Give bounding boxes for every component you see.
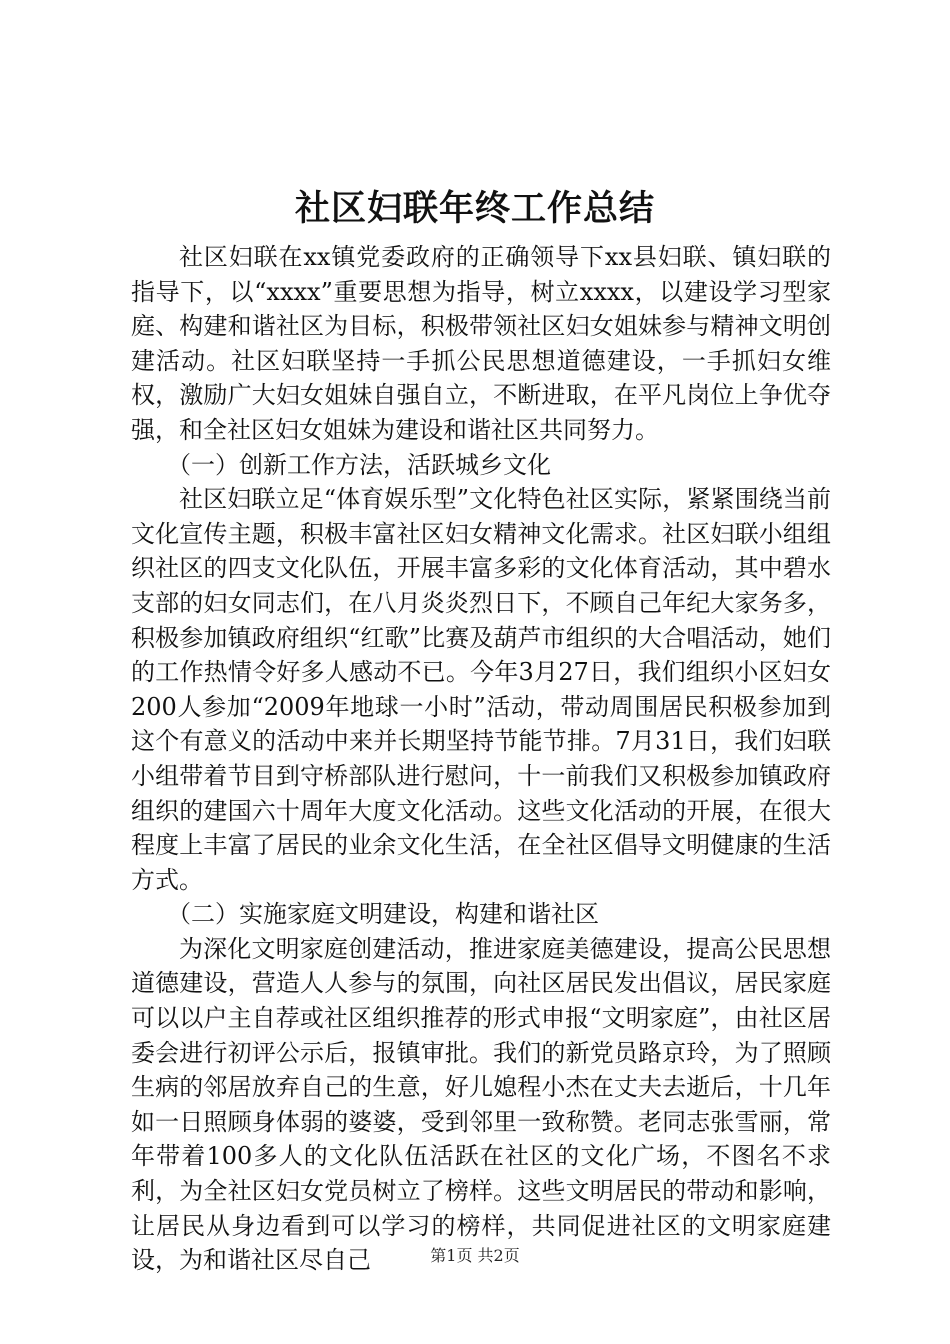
- document-body: [131, 240, 831, 1278]
- section-heading-2: （二）实施家庭文明建设，构建和谐社区: [167, 900, 599, 929]
- page-footer: 第1页 共2页: [430, 1246, 520, 1265]
- paragraph-culture: 社区妇联立足“体育娱乐型”文化特色社区实际，紧紧围绕当前文化宣传主题，积极丰富社区妇女精神文化需求。社区妇联小组组织社区的四支文化队伍，开展丰富多彩的文化体育活动，其中碧水支部的妇女同志们，在八月炎炎烈日下，不顾自己年纪大家务多，积极参加镇政府组织“红歌”比赛及葫芦市组织的大合唱活动，她们的工作热情令好多人感动不已。今年3月27日，我们组织小区妇女200人参加“2009年地球一小时”活动，带动周围居民积极参加到这个有意义的活动中来并长期坚持节能节排。7月31日，我们妇联小组带着节目到守桥部队进行慰问，十一前我们又积极参加镇政府组织的建国六十周年大度文化活动。这些文化活动的开展，在很大程度上丰富了居民的业余文化生活，在全社区倡导文明健康的生活方式。: [131, 485, 831, 894]
- section-heading-1: （一）创新工作方法，活跃城乡文化: [167, 450, 551, 479]
- paragraph-intro: 社区妇联在xx镇党委政府的正确领导下xx县妇联、镇妇联的指导下，以“xxxx”重要思想为指导，树立xxxx，以建设学习型家庭、构建和谐社区为目标，积极带领社区妇女姐妹参与精神文明创建活动。社区妇联坚持一手抓公民思想道德建设，一手抓妇女维权，激励广大妇女姐妹自强自立，不断进取，在平凡岗位上争优夺强，和全社区妇女姐妹为建设和谐社区共同努力。: [131, 243, 831, 444]
- paragraph-family: 为深化文明家庭创建活动，推进家庭美德建设，提高公民思想道德建设，营造人人参与的氛围，向社区居民发出倡议，居民家庭可以以户主自荐或社区组织推荐的形式申报“文明家庭”，由社区居委会进行初评公示后，报镇审批。我们的新党员路京玲，为了照顾生病的邻居放弃自己的生意，好儿媳程小杰在丈夫去逝后，十几年如一日照顾身体弱的婆婆，受到邻里一致称赞。老同志张雪丽，常年带着100多人的文化队伍活跃在社区的文化广场，不图名不求利，为全社区妇女党员树立了榜样。这些文明居民的带动和影响，让居民从身边看到可以学习的榜样，共同促进社区的文明家庭建设，为和谐社区尽自己: [131, 934, 831, 1275]
- document-title: 社区妇联年终工作总结: [294, 188, 655, 229]
